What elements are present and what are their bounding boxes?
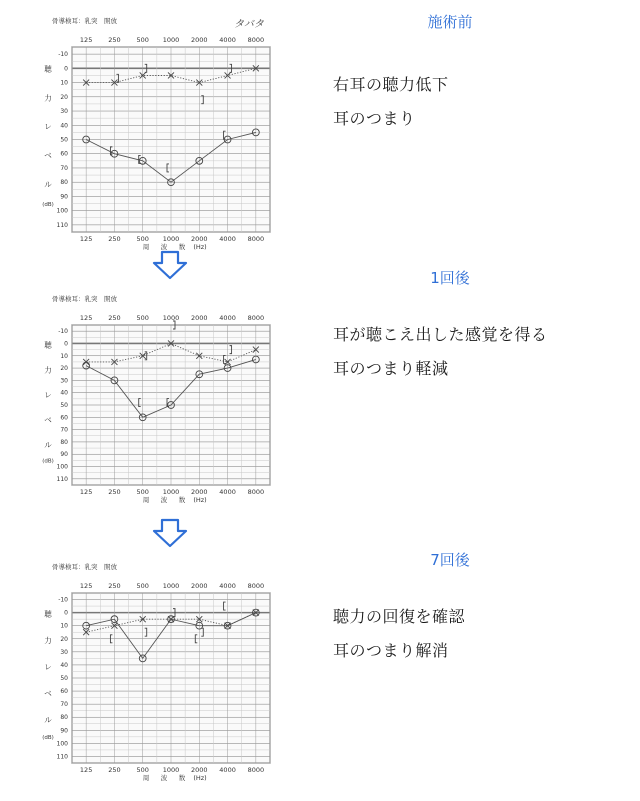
y-axis-unit: (dB) [42, 735, 54, 742]
y-tick-label: 60 [60, 688, 68, 696]
audiogram-svg [38, 5, 278, 250]
x-tick-label-top: 4000 [219, 582, 236, 590]
y-tick-label: 20 [60, 93, 68, 101]
y-tick-label: 50 [60, 675, 68, 682]
x-tick-label-bottom: 8000 [247, 766, 265, 774]
x-tick-label-top: 125 [79, 36, 93, 44]
x-tick-label-bottom: 500 [136, 235, 149, 243]
y-axis-unit: (dB) [42, 458, 54, 465]
x-tick-label-top: 8000 [247, 36, 265, 44]
x-axis-label: 周 [142, 774, 150, 781]
y-tick-label: 110 [56, 475, 68, 483]
note-line-1: 耳が聴こえ出した感覚を得る [333, 325, 548, 344]
down-arrow-icon [152, 518, 188, 548]
audiogram-before [38, 5, 278, 255]
y-axis-label: 力 [44, 365, 52, 375]
y-tick-label: 10 [60, 352, 68, 360]
note-line-1: 聴力の回復を確認 [333, 607, 466, 626]
x-tick-label-bottom: 125 [79, 488, 93, 496]
y-tick-label: 90 [60, 193, 68, 201]
x-tick-label-top: 2000 [191, 314, 208, 322]
y-tick-label: -10 [58, 328, 68, 336]
x-tick-label-top: 125 [79, 582, 93, 590]
audiogram-svg [38, 283, 278, 503]
y-axis-label: 力 [44, 635, 52, 645]
x-tick-label-bottom: 4000 [219, 488, 236, 496]
x-tick-label-top: 4000 [219, 36, 236, 44]
x-axis-label: 周 [142, 243, 150, 250]
y-axis-unit: (dB) [42, 202, 54, 209]
note-line-2: 耳のつまり軽減 [333, 359, 449, 378]
chart-header: 骨導検耳：乳突 開放 [52, 563, 117, 571]
audiogram-after-1 [38, 283, 278, 533]
y-tick-label: 40 [60, 122, 68, 130]
chart-header: 骨導検耳：乳突 開放 [52, 17, 117, 25]
x-tick-label-top: 500 [136, 582, 149, 590]
y-tick-label: 70 [60, 426, 68, 434]
audiogram-svg [38, 551, 278, 781]
y-axis-label: 力 [44, 93, 52, 103]
y-tick-label: 0 [64, 609, 68, 617]
y-tick-label: 70 [60, 701, 68, 709]
panel-after-1 [0, 269, 640, 533]
x-tick-label-top: 4000 [219, 314, 236, 322]
y-axis-label: ル [44, 440, 52, 450]
y-axis-label: レ [44, 122, 52, 132]
y-tick-label: 110 [56, 753, 68, 761]
y-tick-label: 80 [60, 179, 68, 187]
y-axis-label: ベ [44, 415, 52, 425]
stage-label: 7回後 [430, 551, 470, 569]
x-tick-label-top: 250 [108, 582, 121, 590]
y-tick-label: 60 [60, 414, 68, 422]
note-line-2: 耳のつまり解消 [333, 641, 449, 660]
y-tick-label: 40 [60, 661, 68, 669]
y-tick-label: 20 [60, 635, 68, 643]
x-tick-label-bottom: 250 [108, 488, 121, 496]
x-tick-label-bottom: 500 [136, 766, 149, 774]
x-tick-label-bottom: 8000 [247, 235, 265, 243]
x-axis-label: (Hz) [193, 496, 207, 503]
y-axis-label: レ [44, 662, 52, 672]
y-axis-label: ベ [44, 151, 52, 161]
y-tick-label: 100 [56, 740, 68, 748]
x-tick-label-top: 2000 [191, 582, 208, 590]
x-tick-label-bottom: 4000 [219, 766, 236, 774]
stage-label: 施術前 [427, 13, 473, 31]
x-tick-label-bottom: 2000 [191, 766, 208, 774]
x-axis-label: (Hz) [193, 774, 207, 781]
y-tick-label: 0 [64, 65, 68, 73]
y-axis-label: ベ [44, 688, 52, 698]
y-tick-label: 100 [56, 463, 68, 471]
x-tick-label-bottom: 8000 [247, 488, 265, 496]
note-line-2: 耳のつまり [333, 109, 416, 128]
x-axis-label: 数 [178, 774, 186, 781]
y-tick-label: -10 [58, 596, 68, 604]
y-tick-label: 30 [60, 648, 68, 656]
y-tick-label: 0 [64, 340, 68, 348]
y-tick-label: 30 [60, 108, 68, 116]
x-tick-label-bottom: 125 [79, 766, 93, 774]
x-tick-label-top: 125 [79, 314, 93, 322]
x-tick-label-top: 250 [108, 314, 121, 322]
panel-after-7 [0, 551, 640, 801]
audiogram-after-7 [38, 551, 278, 801]
x-tick-label-top: 1000 [162, 582, 180, 590]
x-tick-label-bottom: 250 [108, 766, 121, 774]
y-tick-label: 90 [60, 451, 68, 459]
x-axis-label: 数 [178, 496, 186, 503]
y-tick-label: 80 [60, 438, 68, 446]
y-axis-label: 聴 [44, 64, 52, 74]
y-tick-label: 50 [60, 136, 68, 144]
x-axis-label: (Hz) [193, 243, 207, 250]
y-tick-label: 30 [60, 377, 68, 385]
x-tick-label-bottom: 1000 [162, 766, 180, 774]
down-arrow-icon [152, 250, 188, 280]
stage-label: 1回後 [430, 269, 470, 287]
y-tick-label: 10 [60, 622, 68, 630]
x-tick-label-bottom: 2000 [191, 235, 208, 243]
y-tick-label: 60 [60, 150, 68, 158]
y-tick-label: 90 [60, 727, 68, 735]
y-tick-label: 110 [56, 221, 68, 229]
x-tick-label-bottom: 125 [79, 235, 93, 243]
x-axis-label: 数 [178, 243, 186, 250]
x-tick-label-top: 8000 [247, 314, 265, 322]
y-axis-label: 聴 [44, 609, 52, 619]
x-tick-label-top: 250 [108, 36, 121, 44]
x-tick-label-top: 1000 [162, 314, 180, 322]
x-tick-label-bottom: 1000 [162, 235, 180, 243]
y-tick-label: 20 [60, 365, 68, 373]
x-tick-label-top: 500 [136, 314, 149, 322]
note-line-1: 右耳の聴力低下 [333, 75, 449, 94]
y-axis-label: ル [44, 179, 52, 189]
chart-stamp: タバタ [234, 19, 264, 30]
y-axis-label: レ [44, 390, 52, 400]
panel-before [0, 5, 640, 255]
y-tick-label: 70 [60, 164, 68, 172]
x-tick-label-bottom: 250 [108, 235, 121, 243]
x-tick-label-top: 1000 [162, 36, 180, 44]
x-tick-label-bottom: 2000 [191, 488, 208, 496]
x-tick-label-bottom: 500 [136, 488, 149, 496]
y-axis-label: 聴 [44, 340, 52, 350]
y-axis-label: ル [44, 715, 52, 725]
x-tick-label-top: 2000 [191, 36, 208, 44]
x-axis-label: 波 [160, 243, 168, 250]
y-tick-label: 40 [60, 389, 68, 397]
x-axis-label: 周 [142, 496, 150, 503]
x-tick-label-top: 500 [136, 36, 149, 44]
chart-header: 骨導検耳：乳突 開放 [52, 295, 117, 303]
x-axis-label: 波 [160, 774, 168, 781]
x-tick-label-bottom: 1000 [162, 488, 180, 496]
y-tick-label: 10 [60, 79, 68, 87]
y-tick-label: 50 [60, 402, 68, 409]
y-tick-label: 80 [60, 714, 68, 722]
x-axis-label: 波 [160, 496, 168, 503]
x-tick-label-bottom: 4000 [219, 235, 236, 243]
x-tick-label-top: 8000 [247, 582, 265, 590]
y-tick-label: 100 [56, 207, 68, 215]
y-tick-label: -10 [58, 51, 68, 59]
